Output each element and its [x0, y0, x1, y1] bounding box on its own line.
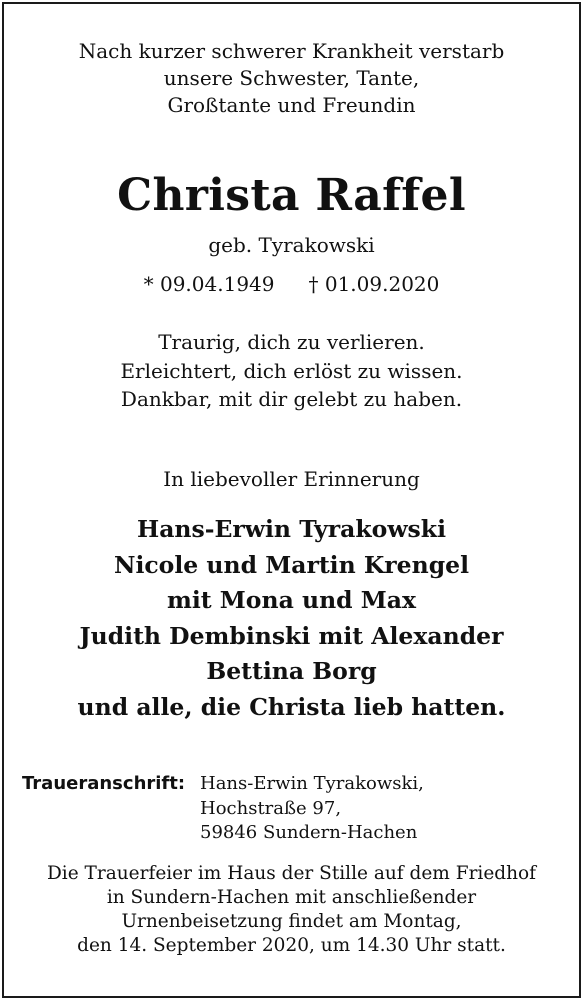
funeral-line: Urnenbeisetzung findet am Montag, — [121, 911, 462, 932]
address-block — [200, 772, 424, 846]
maiden-name: geb. Tyrakowski — [208, 233, 375, 257]
intro-text — [0, 38, 583, 119]
mourner-line: Judith Dembinski mit Alexander — [79, 621, 504, 650]
deceased-name: Christa Raffel — [117, 170, 466, 221]
mourner-line: Bettina Borg — [206, 657, 377, 685]
intro-line: Großtante und Freundin — [167, 93, 416, 117]
birth-date: * 09.04.1949 — [143, 272, 275, 296]
address-line: Hochstraße 97, — [200, 797, 342, 819]
obituary-frame — [2, 2, 581, 998]
mourner-line: und alle, die Christa lieb hatten. — [77, 692, 506, 721]
memory-line: In liebevoller Erinnerung — [163, 467, 420, 491]
verse-line: Dankbar, mit dir gelebt zu haben. — [120, 387, 463, 411]
mourner-line: Nicole und Martin Krengel — [113, 550, 470, 579]
intro-line: unsere Schwester, Tante, — [163, 66, 420, 90]
address-label: Traueranschrift: — [22, 773, 186, 794]
verse-line: Erleichtert, dich erlöst zu wissen. — [120, 358, 463, 383]
address-line: 59846 Sundern-Hachen — [200, 822, 418, 843]
funeral-info — [0, 862, 583, 958]
funeral-line: den 14. September 2020, um 14.30 Uhr statt. — [77, 935, 506, 956]
verse — [0, 328, 583, 414]
funeral-line: in Sundern-Hachen mit anschließender — [106, 887, 477, 908]
mourner-line: mit Mona und Max — [166, 586, 417, 614]
mourner-line: Hans-Erwin Tyrakowski — [136, 515, 446, 543]
life-dates — [0, 270, 583, 298]
address-line: Hans-Erwin Tyrakowski, — [200, 773, 424, 794]
intro-line: Nach kurzer schwerer Krankheit verstarb — [78, 39, 505, 63]
funeral-line: Die Trauerfeier im Haus der Stille auf dem Friedhof — [46, 863, 537, 884]
verse-line: Traurig, dich zu verlieren. — [158, 330, 425, 354]
mourners-list — [0, 512, 583, 725]
death-date: † 01.09.2020 — [308, 272, 440, 296]
